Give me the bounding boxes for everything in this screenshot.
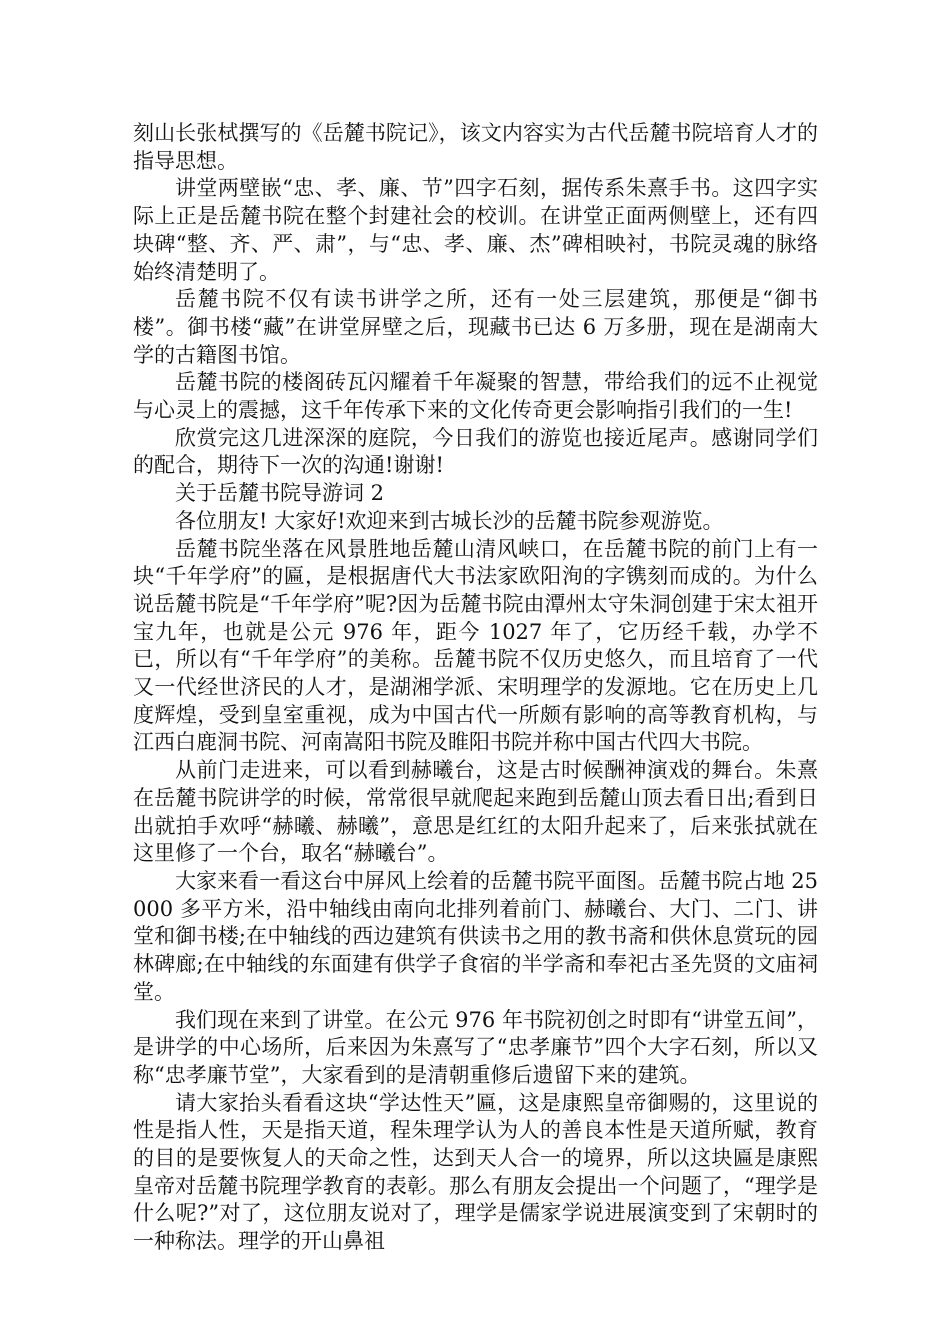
section-heading: 关于岳麓书院导游词 2: [175, 481, 385, 506]
paragraph-hexi-stage: 从前门走进来，可以看到赫曦台，这是古时候酬神演戏的舞台。朱熹在岳麓书院讲学的时候，常常很早就爬起来跑到岳麓山顶去看日出;看到日出就拍手欢呼“赫曦、赫曦”，意思是红红的太阳升起来了，后来张拭就在这里修了一个台，取名“赫曦台”。: [133, 758, 818, 866]
paragraph-greeting: 各位朋友! 大家好!欢迎来到古城长沙的岳麓书院参观游览。: [175, 508, 724, 533]
paragraph-lecture-hall-inscriptions: 讲堂两壁嵌“忠、孝、廉、节”四字石刻，据传系朱熹手书。这四字实际上正是岳麓书院在整个封建社会的校训。在讲堂正面两侧壁上，还有四块碑“整、齐、严、肃”，与“忠、孝、廉、杰”碑相映衬，书院灵魂的脉络始终清楚明了。: [133, 176, 818, 284]
paragraph-history: 岳麓书院坐落在风景胜地岳麓山清风峡口，在岳麓书院的前门上有一块“千年学府”的匾，是根据唐代大书法家欧阳洵的字镌刻而成的。为什么说岳麓书院是“千年学府”呢?因为岳麓书院由潭州太守朱洞创建于宋太祖开宝九年，也就是公元 976 年，距今 1027 年了，它历经千载，办学不已，所以有“千年学府”的美称。岳麓书院不仅历史悠久，而且培育了一代又一代经世济民的人才，是湖湘学派、宋明理学的发源地。它在历史上几度辉煌，受到皇室重视，成为中国古代一所颇有影响的高等教育机构，与江西白鹿洞书院、河南嵩阳书院及睢阳书院并称中国古代四大书院。: [133, 536, 818, 755]
paragraph-closing: 欣赏完这几进深深的庭院，今日我们的游览也接近尾声。感谢同学们的配合，期待下一次的沟通!谢谢!: [133, 425, 818, 478]
paragraph-wisdom: 岳麓书院的楼阁砖瓦闪耀着千年凝聚的智慧，带给我们的远不止视觉与心灵上的震撼，这千年传承下来的文化传奇更会影响指引我们的一生!: [133, 370, 818, 423]
paragraph-imperial-library: 岳麓书院不仅有读书讲学之所，还有一处三层建筑，那便是“御书楼”。御书楼“藏”在讲堂屏壁之后，现藏书已达 6 万多册，现在是湖南大学的古籍图书馆。: [133, 287, 818, 367]
document-page: [133, 120, 818, 1256]
paragraph-lecture-hall: 我们现在来到了讲堂。在公元 976 年书院初创之时即有“讲堂五间”，是讲学的中心场所，后来因为朱熹写了“忠孝廉节”四个大字石刻，所以又称“忠孝廉节堂”，大家看到的是清朝重修后遗留下来的建筑。: [133, 1007, 818, 1087]
paragraph-floor-plan: 大家来看一看这台中屏风上绘着的岳麓书院平面图。岳麓书院占地 25000 多平方米，沿中轴线由南向北排列着前门、赫曦台、大门、二门、讲堂和御书楼;在中轴线的西边建筑有供读书之用的教书斋和供休息赏玩的园林碑廊;在中轴线的东面建有供学子食宿的半学斋和奉祀古圣先贤的文庙祠堂。: [133, 868, 818, 1004]
paragraph-continued: 刻山长张栻撰写的《岳麓书院记》，该文内容实为古代岳麓书院培育人才的指导思想。: [133, 121, 818, 173]
paragraph-plaque: 请大家抬头看看这块“学达性天”匾，这是康熙皇帝御赐的，这里说的性是指人性，天是指天道，程朱理学认为人的善良本性是天道所赋，教育的目的是要恢复人的天命之性，达到天人合一的境界，所以这块匾是康熙皇帝对岳麓书院理学教育的表彰。那么有朋友会提出一个问题了，“理学是什么呢?”对了，这位朋友说对了，理学是儒家学说进展演变到了宋朝时的一种称法。理学的开山鼻祖: [133, 1090, 818, 1254]
